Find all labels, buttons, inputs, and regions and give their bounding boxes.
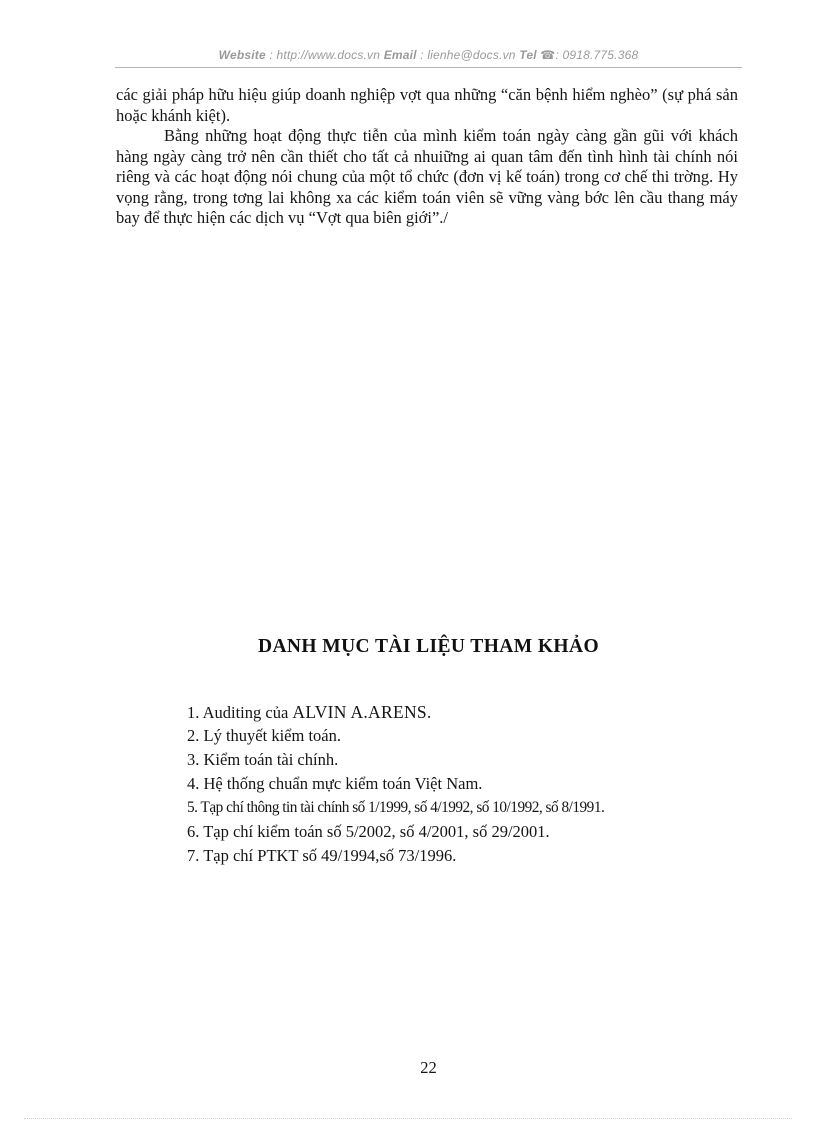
reference-item: 3. Kiểm toán tài chính. <box>187 750 339 769</box>
page-number: 22 <box>420 1058 437 1077</box>
body-paragraph: các giải pháp hữu hiệu giúp doanh nghiệp vợt qua những “căn bệnh hiểm nghèo” (sự phá sản hoặc khánh kiệt). <box>116 85 738 125</box>
page-header <box>115 48 742 62</box>
website-label: Website <box>218 48 266 62</box>
reference-item: 2. Lý thuyết kiểm toán. <box>187 726 341 745</box>
phone-icon: ☎ <box>540 48 556 62</box>
body-text <box>116 85 738 229</box>
footer-divider <box>24 1118 792 1119</box>
reference-item: 6. Tạp chí kiểm toán số 5/2002, số 4/2001, số 29/2001. <box>187 822 550 841</box>
reference-item: 5. Tạp chí thông tin tài chính số 1/1999, số 4/1992, số 10/1992, số 8/1991. <box>187 799 605 816</box>
references-title: DANH MỤC TÀI LIỆU THAM KHẢO <box>257 636 600 657</box>
email-address: : lienhe@docs.vn <box>420 48 516 62</box>
website-url: : http://www.docs.vn <box>269 48 381 62</box>
email-label: Email <box>383 48 417 62</box>
references-list <box>187 700 727 868</box>
reference-item <box>187 700 727 724</box>
reference-item: 4. Hệ thống chuẩn mực kiểm toán Việt Nam. <box>187 774 483 793</box>
body-paragraph: Bằng những hoạt động thực tiễn của mình kiểm toán ngày càng gần gũi với khách hàng ngày càng trở nên cần thiết cho tất cả nhuiững ai quan tâm đến tình hình tài chính nói riêng và các hoạt động nói chung của một tổ chức (đơn vị kế toán) trong cơ chế thi trờng. Hy vọng rằng, trong tơng lai không xa các kiểm toán viên sẽ vững vàng bớc lên cầu thang máy bay để thực hiện các dịch vụ “Vợt qua biên giới”./ <box>116 126 738 227</box>
reference-author: ALVIN A.ARENS. <box>292 702 432 722</box>
tel-number: : 0918.775.368 <box>555 48 639 62</box>
reference-item: 7. Tạp chí PTKT số 49/1994,số 73/1996. <box>187 846 457 865</box>
reference-prefix: 1. Auditing của <box>187 703 293 722</box>
tel-label: Tel <box>519 48 537 62</box>
header-divider <box>115 67 742 68</box>
